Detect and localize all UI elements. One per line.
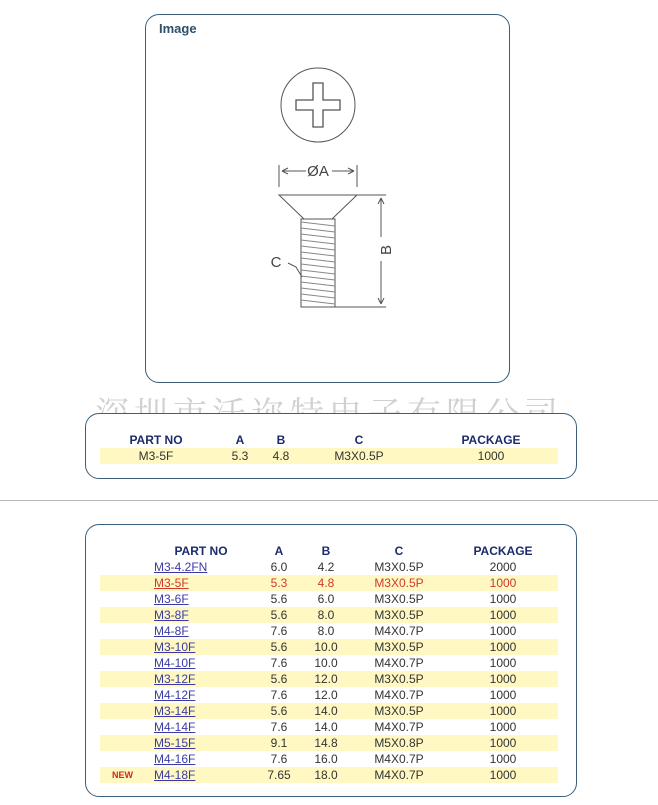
part-no-link[interactable]: M4-12F (154, 688, 196, 702)
part-no-cell (146, 703, 256, 719)
cell-a: 5.6 (256, 607, 302, 623)
part-no-link[interactable]: M3-5F (154, 576, 189, 590)
part-no-link[interactable]: M4-16F (154, 752, 196, 766)
part-no-cell (146, 655, 256, 671)
new-badge (100, 575, 146, 591)
parts-list-panel (85, 524, 577, 797)
cell-a: 5.6 (256, 703, 302, 719)
cell-a: 7.6 (270, 720, 288, 734)
spec-package: 1000 (424, 448, 558, 464)
cell-b: 8.0 (317, 624, 335, 638)
cell-a: 7.6 (270, 752, 288, 766)
diameter-label: ØA (307, 163, 329, 180)
spec-header-row (100, 432, 558, 448)
parts-table-row[interactable] (100, 671, 558, 687)
cell-package: 1000 (448, 735, 558, 751)
cell-b: 4.2 (317, 560, 335, 574)
new-badge (100, 703, 146, 719)
cell-c: M4X0.7P (374, 624, 424, 638)
part-no-link[interactable]: M4-14F (154, 720, 196, 734)
spec-b: 4.8 (268, 448, 294, 464)
cell-package: 1000 (448, 703, 558, 719)
col-c: C (394, 544, 404, 558)
parts-table-row[interactable] (100, 687, 558, 703)
new-badge (100, 591, 146, 607)
cell-package: 1000 (448, 639, 558, 655)
cell-a: 7.65 (256, 767, 302, 783)
cell-a: 7.6 (270, 688, 288, 702)
new-badge (100, 671, 146, 687)
cell-b: 14.0 (302, 703, 350, 719)
parts-table-row[interactable] (100, 591, 558, 607)
cell-package: 1000 (489, 752, 517, 766)
cell-a: 5.3 (256, 575, 302, 591)
col-package: PACKAGE (461, 433, 521, 447)
cell-package: 1000 (489, 656, 517, 670)
new-badge (100, 751, 146, 767)
image-panel (145, 14, 510, 383)
part-no-cell (146, 671, 256, 687)
part-no-cell (146, 751, 256, 767)
cell-package: 1000 (489, 592, 517, 606)
cell-c: M3X0.5P (350, 607, 448, 623)
cell-b: 10.0 (302, 639, 350, 655)
cell-b: 18.0 (302, 767, 350, 783)
parts-table-row[interactable] (100, 639, 558, 655)
parts-table-row[interactable] (100, 703, 558, 719)
cell-c: M5X0.8P (350, 735, 448, 751)
part-no-cell (146, 639, 256, 655)
cell-a: 5.6 (256, 639, 302, 655)
screw-head-top-view (281, 68, 355, 142)
cell-b: 10.0 (314, 656, 338, 670)
col-package: PACKAGE (473, 544, 533, 558)
spec-a: 5.3 (212, 448, 268, 464)
cell-package: 1000 (489, 688, 517, 702)
cell-b: 8.0 (302, 607, 350, 623)
new-badge (100, 719, 146, 735)
part-no-link[interactable]: M4-18F (154, 768, 196, 782)
cell-c: M3X0.5P (350, 639, 448, 655)
part-no-link[interactable]: M3-6F (154, 592, 189, 606)
part-no-link[interactable]: M3-10F (154, 640, 196, 654)
new-badge: NEW (100, 767, 146, 783)
image-panel-title: Image (159, 21, 197, 36)
cell-a: 5.6 (270, 592, 288, 606)
new-badge (100, 607, 146, 623)
cell-a: 9.1 (256, 735, 302, 751)
part-no-cell (146, 735, 256, 751)
cell-a: 6.0 (270, 560, 288, 574)
cell-b: 14.0 (314, 720, 338, 734)
cell-package: 1000 (448, 671, 558, 687)
part-no-cell (146, 591, 256, 607)
spec-panel (85, 413, 577, 479)
length-label: B (377, 244, 395, 256)
cell-b: 12.0 (302, 671, 350, 687)
part-no-cell (146, 607, 256, 623)
part-no-link[interactable]: M3-8F (154, 608, 189, 622)
cell-c: M3X0.5P (374, 560, 424, 574)
new-badge (100, 687, 146, 703)
section-divider (0, 500, 658, 501)
part-no-cell (146, 559, 256, 575)
parts-table-row[interactable] (100, 751, 558, 767)
parts-table-body (100, 559, 558, 783)
cell-c: M3X0.5P (350, 703, 448, 719)
new-badge (100, 559, 146, 575)
cell-a: 7.6 (270, 656, 288, 670)
part-no-cell (146, 687, 256, 703)
col-a: A (274, 544, 284, 558)
cell-package: 1000 (448, 767, 558, 783)
part-no-link[interactable]: M3-4.2FN (154, 560, 208, 574)
parts-table-row[interactable] (100, 735, 558, 751)
cell-c: M3X0.5P (350, 671, 448, 687)
new-badge (100, 623, 146, 639)
cell-package: 1000 (489, 720, 517, 734)
cell-c: M3X0.5P (350, 575, 448, 591)
col-badge (100, 543, 146, 559)
col-c: C (354, 433, 364, 447)
cell-c: M4X0.7P (350, 767, 448, 783)
new-badge (100, 639, 146, 655)
part-no-cell (146, 575, 256, 591)
spec-part-no: M3-5F (100, 448, 212, 464)
cell-c: M4X0.7P (374, 688, 424, 702)
part-no-link[interactable]: M3-12F (154, 672, 196, 686)
cell-b: 4.8 (302, 575, 350, 591)
cell-c: M4X0.7P (374, 720, 424, 734)
col-part-no: PART NO (129, 433, 183, 447)
spec-c: M3X0.5P (294, 448, 424, 464)
cell-c: M4X0.7P (374, 656, 424, 670)
cell-b: 12.0 (314, 688, 338, 702)
cell-package: 1000 (489, 624, 517, 638)
parts-table-row[interactable] (100, 767, 558, 783)
parts-table-row[interactable] (100, 623, 558, 639)
part-no-link[interactable]: M4-10F (154, 656, 196, 670)
parts-table-row[interactable] (100, 655, 558, 671)
cell-c: M3X0.5P (374, 592, 424, 606)
cell-package: 1000 (448, 607, 558, 623)
thread-label: C (270, 254, 282, 271)
col-b: B (276, 433, 286, 447)
cell-b: 16.0 (314, 752, 338, 766)
cell-a: 5.6 (256, 671, 302, 687)
col-b: B (321, 544, 331, 558)
cell-c: M4X0.7P (374, 752, 424, 766)
col-a: A (235, 433, 245, 447)
part-no-cell (146, 767, 256, 783)
part-no-cell (146, 719, 256, 735)
screw-shank (301, 219, 335, 307)
parts-header-row (100, 543, 558, 559)
new-badge (100, 735, 146, 751)
cell-package: 1000 (448, 575, 558, 591)
spec-row (100, 448, 558, 464)
spec-table (100, 432, 558, 464)
cell-b: 6.0 (317, 592, 335, 606)
cell-a: 7.6 (270, 624, 288, 638)
new-badge (100, 655, 146, 671)
parts-table-row[interactable] (100, 719, 558, 735)
part-no-link[interactable]: M4-8F (154, 624, 189, 638)
parts-table-row[interactable] (100, 575, 558, 591)
parts-table-row[interactable] (100, 559, 558, 575)
parts-table (100, 543, 558, 783)
parts-table-row[interactable] (100, 607, 558, 623)
screw-drawing (146, 15, 511, 384)
screw-head-side (279, 195, 357, 219)
part-no-link[interactable]: M5-15F (154, 736, 196, 750)
col-part-no: PART NO (174, 544, 228, 558)
part-no-cell (146, 623, 256, 639)
cell-b: 14.8 (302, 735, 350, 751)
part-no-link[interactable]: M3-14F (154, 704, 196, 718)
cell-package: 2000 (489, 560, 517, 574)
